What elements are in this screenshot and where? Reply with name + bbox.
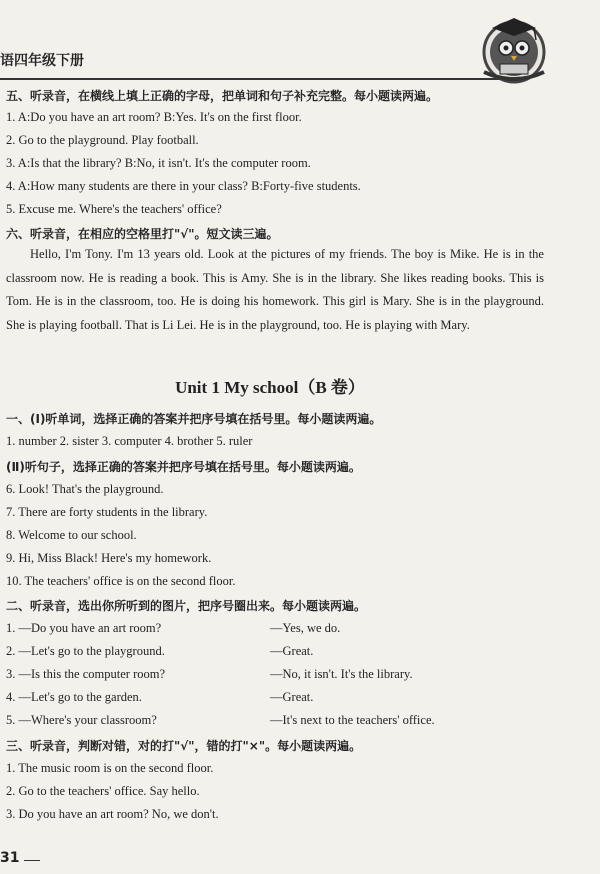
footer-rule	[24, 860, 40, 861]
list-item: 2. Go to the playground. Play football.	[6, 133, 199, 147]
page-header	[0, 0, 600, 92]
list-item: 9. Hi, Miss Black! Here's my homework.	[6, 551, 212, 565]
part-1-subheading: (Ⅱ)听句子，选择正确的答案并把序号填在括号里。每小题读两遍。	[6, 460, 361, 474]
page-number: 31	[0, 850, 20, 866]
unit-title: Unit 1 My school（B 卷）	[175, 378, 365, 397]
list-item: 3. A:Is that the library? B:No, it isn't. It's the computer room.	[6, 156, 311, 170]
list-item: 5. Excuse me. Where's the teachers' office?	[6, 202, 222, 216]
list-item: 3. Do you have an art room? No, we don't.	[6, 807, 219, 821]
dialog-answer: —Yes, we do.	[270, 621, 341, 635]
owl-mascot-icon	[478, 14, 550, 86]
list-item: 4. A:How many students are there in your class? B:Forty-five students.	[6, 179, 361, 193]
dialog-question: 1. —Do you have an art room?	[6, 621, 162, 635]
list-item: 2. Go to the teachers' office. Say hello.	[6, 784, 200, 798]
list-item: 1. A:Do you have an art room? B:Yes. It's on the first floor.	[6, 110, 302, 124]
dialog-question: 3. —Is this the computer room?	[6, 667, 165, 681]
dialog-question: 5. —Where's your classroom?	[6, 713, 157, 727]
list-item: 7. There are forty students in the library.	[6, 505, 208, 519]
header-rule	[0, 78, 500, 80]
section-5-heading: 五、听录音，在横线上填上正确的字母，把单词和句子补充完整。每小题读两遍。	[6, 89, 439, 103]
dialog-question: 2. —Let's go to the playground.	[6, 644, 165, 658]
dialog-answer: —No, it isn't. It's the library.	[270, 667, 413, 681]
section-6-heading: 六、听录音，在相应的空格里打"√"。短文读三遍。	[6, 227, 279, 241]
dialog-answer: —It's next to the teachers' office.	[270, 713, 435, 727]
dialog-answer: —Great.	[270, 644, 314, 658]
part-1-heading: 一、(Ⅰ)听单词，选择正确的答案并把序号填在括号里。每小题读两遍。	[6, 412, 382, 426]
passage: Hello, I'm Tony. I'm 13 years old. Look at the pictures of my friends. The boy is Mike. He is in the classroom now. He is reading a book. This is Amy. She is in the library. She likes reading books. This is Tom. He is in the classroom, too. He is doing his homework. This girl is Mary. She is in the playground. She is playing football. That is Li Lei. He is in the playground, too. He is playing with Mary.	[6, 247, 544, 332]
word-list: 1. number 2. sister 3. computer 4. brother 5. ruler	[6, 434, 253, 448]
list-item: 6. Look! That's the playground.	[6, 482, 164, 496]
list-item: 8. Welcome to our school.	[6, 528, 137, 542]
dialog-question: 4. —Let's go to the garden.	[6, 690, 142, 704]
part-2-heading: 二、听录音，选出你所听到的图片，把序号圈出来。每小题读两遍。	[6, 599, 367, 613]
part-3-heading: 三、听录音，判断对错，对的打"√"，错的打"×"。每小题读两遍。	[6, 739, 362, 753]
dialog-answer: —Great.	[270, 690, 314, 704]
list-item: 1. The music room is on the second floor.	[6, 761, 214, 775]
list-item: 10. The teachers' office is on the second floor.	[6, 574, 236, 588]
book-title: 语四年级下册	[0, 53, 84, 69]
